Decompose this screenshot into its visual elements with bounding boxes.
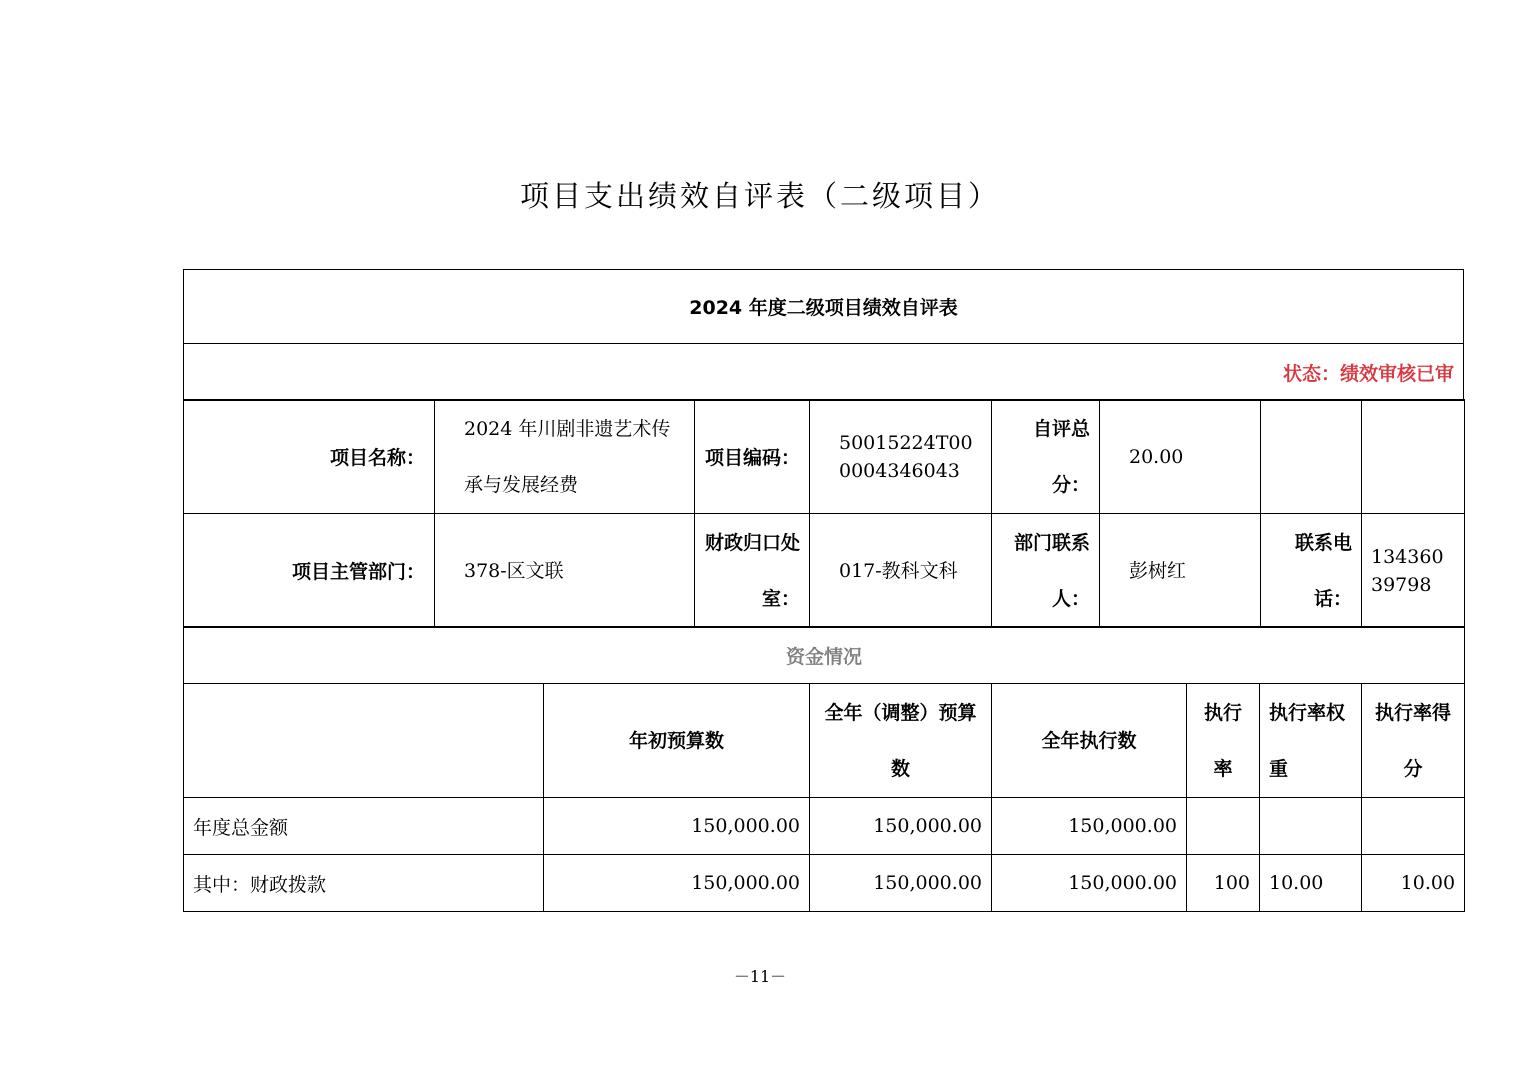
dept-label: 项目主管部门： <box>184 514 435 628</box>
header-exec-weight: 执行率权重 <box>1260 684 1362 798</box>
project-info-table <box>183 399 1465 628</box>
header-adjusted-budget: 全年（调整）预算数 <box>810 684 992 798</box>
table-row <box>184 798 1465 855</box>
form-title: 2024 年度二级项目绩效自评表 <box>184 270 1464 344</box>
row-exec-weight <box>1260 798 1362 855</box>
empty-cell <box>1362 400 1465 514</box>
row-executed: 150,000.00 <box>992 855 1187 912</box>
info-row-project <box>184 400 1465 514</box>
score-label: 自评总分： <box>992 400 1100 514</box>
funds-section-title: 资金情况 <box>184 627 1465 684</box>
row-exec-weight: 10.00 <box>1260 855 1362 912</box>
info-row-department <box>184 514 1465 628</box>
row-executed: 150,000.00 <box>992 798 1187 855</box>
header-initial-budget: 年初预算数 <box>544 684 810 798</box>
row-item: 年度总金额 <box>184 798 544 855</box>
header-item <box>184 684 544 798</box>
status-badge: 状态：绩效审核已审 <box>184 344 1464 401</box>
row-exec-score <box>1362 798 1465 855</box>
funds-header-row <box>184 684 1465 798</box>
phone-value: 13436039798 <box>1362 514 1465 628</box>
row-initial-budget: 150,000.00 <box>544 855 810 912</box>
phone-label: 联系电话： <box>1261 514 1362 628</box>
table-row <box>184 855 1465 912</box>
project-name-value: 2024 年川剧非遗艺术传承与发展经费 <box>435 400 695 514</box>
empty-cell <box>1261 400 1362 514</box>
row-adjusted-budget: 150,000.00 <box>810 798 992 855</box>
dept-value: 378-区文联 <box>435 514 695 628</box>
header-exec-rate: 执行率 <box>1187 684 1260 798</box>
page-heading: 项目支出绩效自评表（二级项目） <box>519 179 1000 213</box>
header-executed: 全年执行数 <box>992 684 1187 798</box>
row-exec-rate <box>1187 798 1260 855</box>
project-code-label: 项目编码： <box>695 400 810 514</box>
finance-value: 017-教科文科 <box>810 514 992 628</box>
page-number: －11－ <box>733 967 787 986</box>
contact-value: 彭树红 <box>1100 514 1261 628</box>
project-name-label: 项目名称： <box>184 400 435 514</box>
contact-label: 部门联系人： <box>992 514 1100 628</box>
finance-label: 财政归口处室： <box>695 514 810 628</box>
row-initial-budget: 150,000.00 <box>544 798 810 855</box>
project-code-value: 50015224T000004346043 <box>810 400 992 514</box>
row-adjusted-budget: 150,000.00 <box>810 855 992 912</box>
funds-table <box>183 626 1465 912</box>
row-item: 其中：财政拨款 <box>184 855 544 912</box>
row-exec-rate: 100 <box>1187 855 1260 912</box>
row-exec-score: 10.00 <box>1362 855 1465 912</box>
form-header-table <box>183 269 1464 401</box>
header-exec-score: 执行率得分 <box>1362 684 1465 798</box>
score-value: 20.00 <box>1100 400 1261 514</box>
